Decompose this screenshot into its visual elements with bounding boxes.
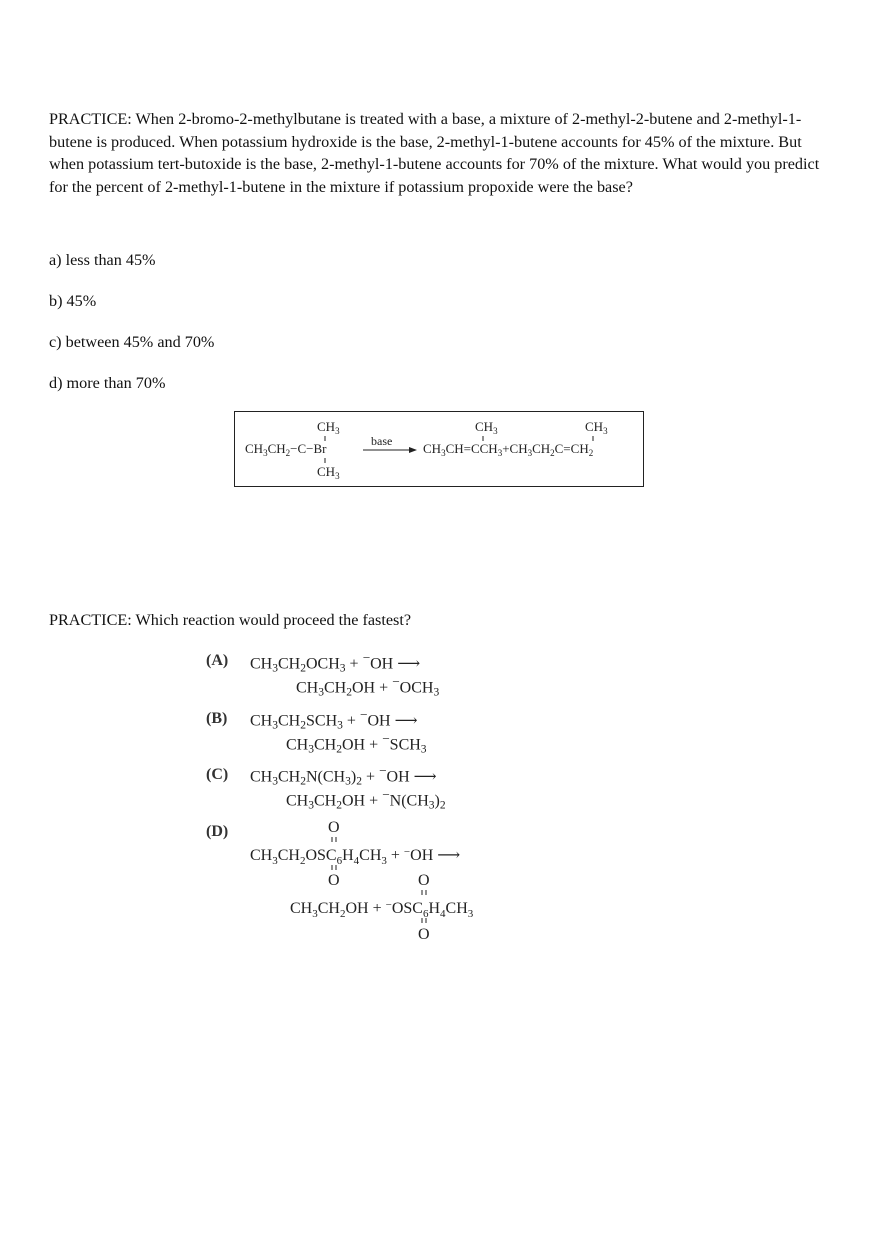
option-c: c) between 45% and 70%: [49, 333, 215, 351]
reactant-top-methyl: $CH_3$: [317, 419, 340, 436]
option-a: a) less than 45%: [49, 251, 156, 269]
label-b: (B): [206, 710, 228, 727]
reaction-a-line2: $CH_3CH_2OH + ^-OCH_3$: [296, 674, 440, 699]
reaction-c-line2: $CH_3CH_2OH + ^-N(CH_3)_2$: [286, 787, 446, 812]
product-sulfonyl-o-bottom: O: [418, 926, 430, 943]
option-b: b) 45%: [49, 292, 97, 310]
arrow-label: base: [371, 434, 393, 448]
elimination-scheme-svg: [235, 412, 643, 486]
reactant-bottom-methyl: $CH_3$: [317, 464, 340, 481]
question-2-text: PRACTICE: Which reaction would proceed the fastest?: [49, 611, 412, 629]
label-c: (C): [206, 766, 229, 783]
product2-methyl: $CH_3$: [585, 419, 608, 436]
reactant-sulfonyl-o-top: O: [328, 819, 340, 836]
label-a: (A): [206, 652, 229, 669]
reaction-c-line1: $CH_3CH_2N(CH_3)_2 + ^-OH$ ⟶: [250, 763, 437, 788]
question-1-text: PRACTICE: When 2-bromo-2-methylbutane is treated with a base, a mixture of 2-methyl-2-butene and 2-methyl-1-butene is produced. When potassium hydroxide is the base, 2-methyl-1-butene accounts for 45% of the mixture. But when potassium tert-butoxide is the base, 2-methyl-1-butene accounts for 70% of the mixture. What would you predict for the percent of 2-methyl-1-butene in the mixture if potassium propoxide were the base?: [49, 110, 820, 196]
option-d: d) more than 70%: [49, 374, 166, 392]
reaction-d-line1: $CH_3CH_2OSC_6H_4CH_3 + ^-OH$ ⟶: [250, 846, 461, 867]
label-d: (D): [206, 823, 229, 840]
reaction-b-line1: $CH_3CH_2SCH_3 + ^-OH$ ⟶: [250, 707, 418, 732]
reactant-sulfonyl-o-bottom: O: [328, 872, 340, 889]
reaction-d-line2: $CH_3CH_2OH + ^-OSC_6H_4CH_3$: [290, 899, 474, 920]
reaction-d-svg: [240, 815, 520, 945]
reactant-chain: $CH_3CH_2-C-Br$: [245, 441, 327, 458]
reaction-a-line1: $CH_3CH_2OCH_3 + ^-OH$ ⟶: [250, 650, 421, 675]
product-sulfonyl-o-top: O: [418, 872, 430, 889]
reaction-b-line2: $CH_3CH_2OH + ^-SCH_3$: [286, 731, 427, 756]
product1-methyl: $CH_3$: [475, 419, 498, 436]
elimination-scheme: [234, 411, 644, 487]
products-line: $CH_3CH=CCH_3+CH_3CH_2C=CH_2$: [423, 441, 594, 458]
